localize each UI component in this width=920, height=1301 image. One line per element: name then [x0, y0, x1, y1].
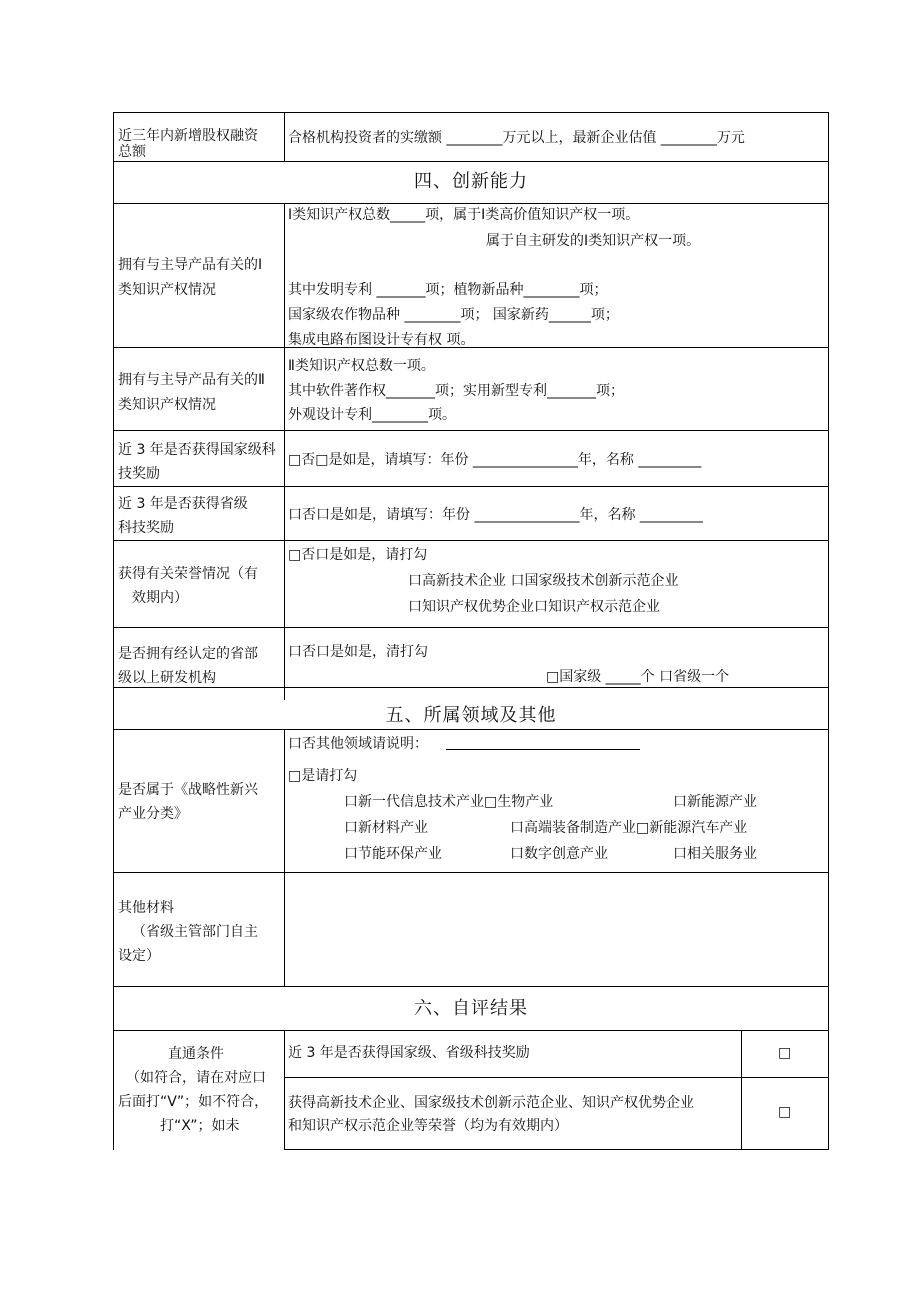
industry-option[interactable]: 口新能源产业: [673, 794, 757, 810]
col-divider-3: [284, 729, 285, 986]
honors-line[interactable]: 口高新技术企业 口国家级技术创新示范企业: [408, 573, 679, 589]
rd-label: 是否拥有经认定的省部: [118, 646, 258, 662]
section-title: 四、创新能力: [414, 171, 528, 192]
ip2-line: Ⅱ类知识产权总数一项。: [288, 358, 435, 374]
ip2-label: 拥有与主导产品有关的Ⅱ: [118, 372, 265, 388]
rd-label: 级以上研发机构: [118, 670, 216, 686]
equity-content: 合格机构投资者的实缴额 ________万元以上，最新企业估值 ________万元: [288, 130, 745, 146]
checkbox-icon[interactable]: □: [778, 1045, 792, 1061]
national-award-label: 技奖励: [118, 466, 160, 482]
ip1-label: 类知识产权情况: [118, 282, 216, 298]
border-right: [828, 112, 829, 1150]
direct-label: （如符合，请在对应口: [126, 1070, 266, 1086]
hline-top: [113, 112, 829, 113]
hline: [113, 486, 829, 487]
ip1-line: 集成电路布图设计专有权 项。: [288, 332, 475, 348]
rd-line[interactable]: 口否口是如是，清打勾: [288, 644, 428, 660]
section-title: 六、自评结果: [414, 998, 528, 1019]
hline: [113, 872, 829, 873]
direct-label: 后面打“V”；如不符合，: [118, 1094, 269, 1110]
border-left: [113, 112, 114, 1150]
other-label: （省级主管部门自主: [132, 924, 258, 940]
honors-label: 效期内）: [132, 590, 188, 606]
other-label: 设定）: [118, 948, 160, 964]
hline: [113, 430, 829, 431]
hline: [113, 1030, 829, 1031]
industry-option[interactable]: 口相关服务业: [673, 846, 757, 862]
equity-label: 总额: [118, 144, 146, 160]
strategic-line[interactable]: 口否其他领域请说明：: [288, 736, 428, 752]
hline: [113, 729, 829, 730]
provincial-award-label: 近 3 年是否获得省级: [118, 496, 248, 512]
hline: [284, 1077, 829, 1078]
provincial-award-label: 科技奖励: [118, 520, 174, 536]
rd-line[interactable]: □国家级 _____个 口省级一个: [546, 669, 730, 685]
hline: [113, 540, 829, 541]
national-award-label: 近 3 年是否获得国家级科: [118, 442, 276, 458]
direct-label: 直通条件: [168, 1046, 224, 1062]
col-divider-2: [284, 203, 285, 700]
national-award-content[interactable]: □否□是如是，请填写：年份 _______________年，名称 _________: [288, 452, 702, 468]
honors-line[interactable]: 口知识产权优势企业口知识产权示范企业: [408, 599, 660, 615]
strategic-line[interactable]: □是请打勾: [288, 768, 358, 784]
col-divider-4: [284, 1030, 285, 1150]
honors-line[interactable]: □否口是如是，请打勾: [288, 547, 428, 563]
hline: [113, 986, 829, 987]
hline: [113, 203, 829, 204]
direct-cond: 获得高新技术企业、国家级技术创新示范企业、知识产权优势企业: [288, 1095, 694, 1111]
ip1-line: 属于自主研发的Ⅰ类知识产权一项。: [486, 233, 701, 249]
direct-cond: 和知识产权示范企业等荣誉（均为有效期内）: [288, 1118, 568, 1134]
strategic-label: 是否属于《战略性新兴: [118, 782, 258, 798]
other-field-blank[interactable]: [446, 735, 640, 750]
direct-cond: 近 3 年是否获得国家级、省级科技奖励: [288, 1045, 530, 1061]
industry-option[interactable]: 口节能环保产业: [344, 846, 442, 862]
other-label: 其他材料: [118, 900, 174, 916]
ip2-line: 其中软件著作权_______项；实用新型专利_______项；: [288, 383, 624, 399]
ip2-label: 类知识产权情况: [118, 397, 216, 413]
hline: [113, 687, 829, 688]
col-divider-1: [284, 112, 285, 161]
provincial-award-content[interactable]: 口否口是如是，请填写：年份 _______________年，名称 _________: [288, 507, 703, 523]
section-title: 五、所属领域及其他: [385, 705, 557, 726]
industry-option[interactable]: 口数字创意产业: [510, 846, 608, 862]
hline: [113, 161, 829, 162]
hline: [284, 1149, 829, 1150]
direct-label: 打“X”；如未: [160, 1118, 240, 1134]
ip1-line: 国家级农作物品种 ________项； 国家新药______项；: [288, 307, 619, 323]
checkbox-icon[interactable]: □: [778, 1104, 792, 1120]
col-divider-check: [741, 1030, 742, 1150]
hline: [113, 627, 829, 628]
industry-option[interactable]: 口高端装备制造产业□新能源汽车产业: [510, 820, 748, 836]
ip1-line: 其中发明专利 _______项；植物新品种________项；: [288, 282, 608, 298]
industry-option[interactable]: 口新材料产业: [344, 820, 428, 836]
ip1-label: 拥有与主导产品有关的Ⅰ: [118, 257, 263, 273]
ip1-line: Ⅰ类知识产权总数_____项，属于Ⅰ类高价值知识产权一项。: [288, 207, 640, 223]
honors-label: 获得有关荣誉情况（有: [118, 566, 258, 582]
industry-option[interactable]: 口新一代信息技术产业□生物产业: [344, 794, 554, 810]
strategic-label: 产业分类》: [118, 806, 188, 822]
ip2-line: 外观设计专利________项。: [288, 407, 456, 423]
equity-label: 近三年内新增股权融资: [118, 128, 258, 144]
